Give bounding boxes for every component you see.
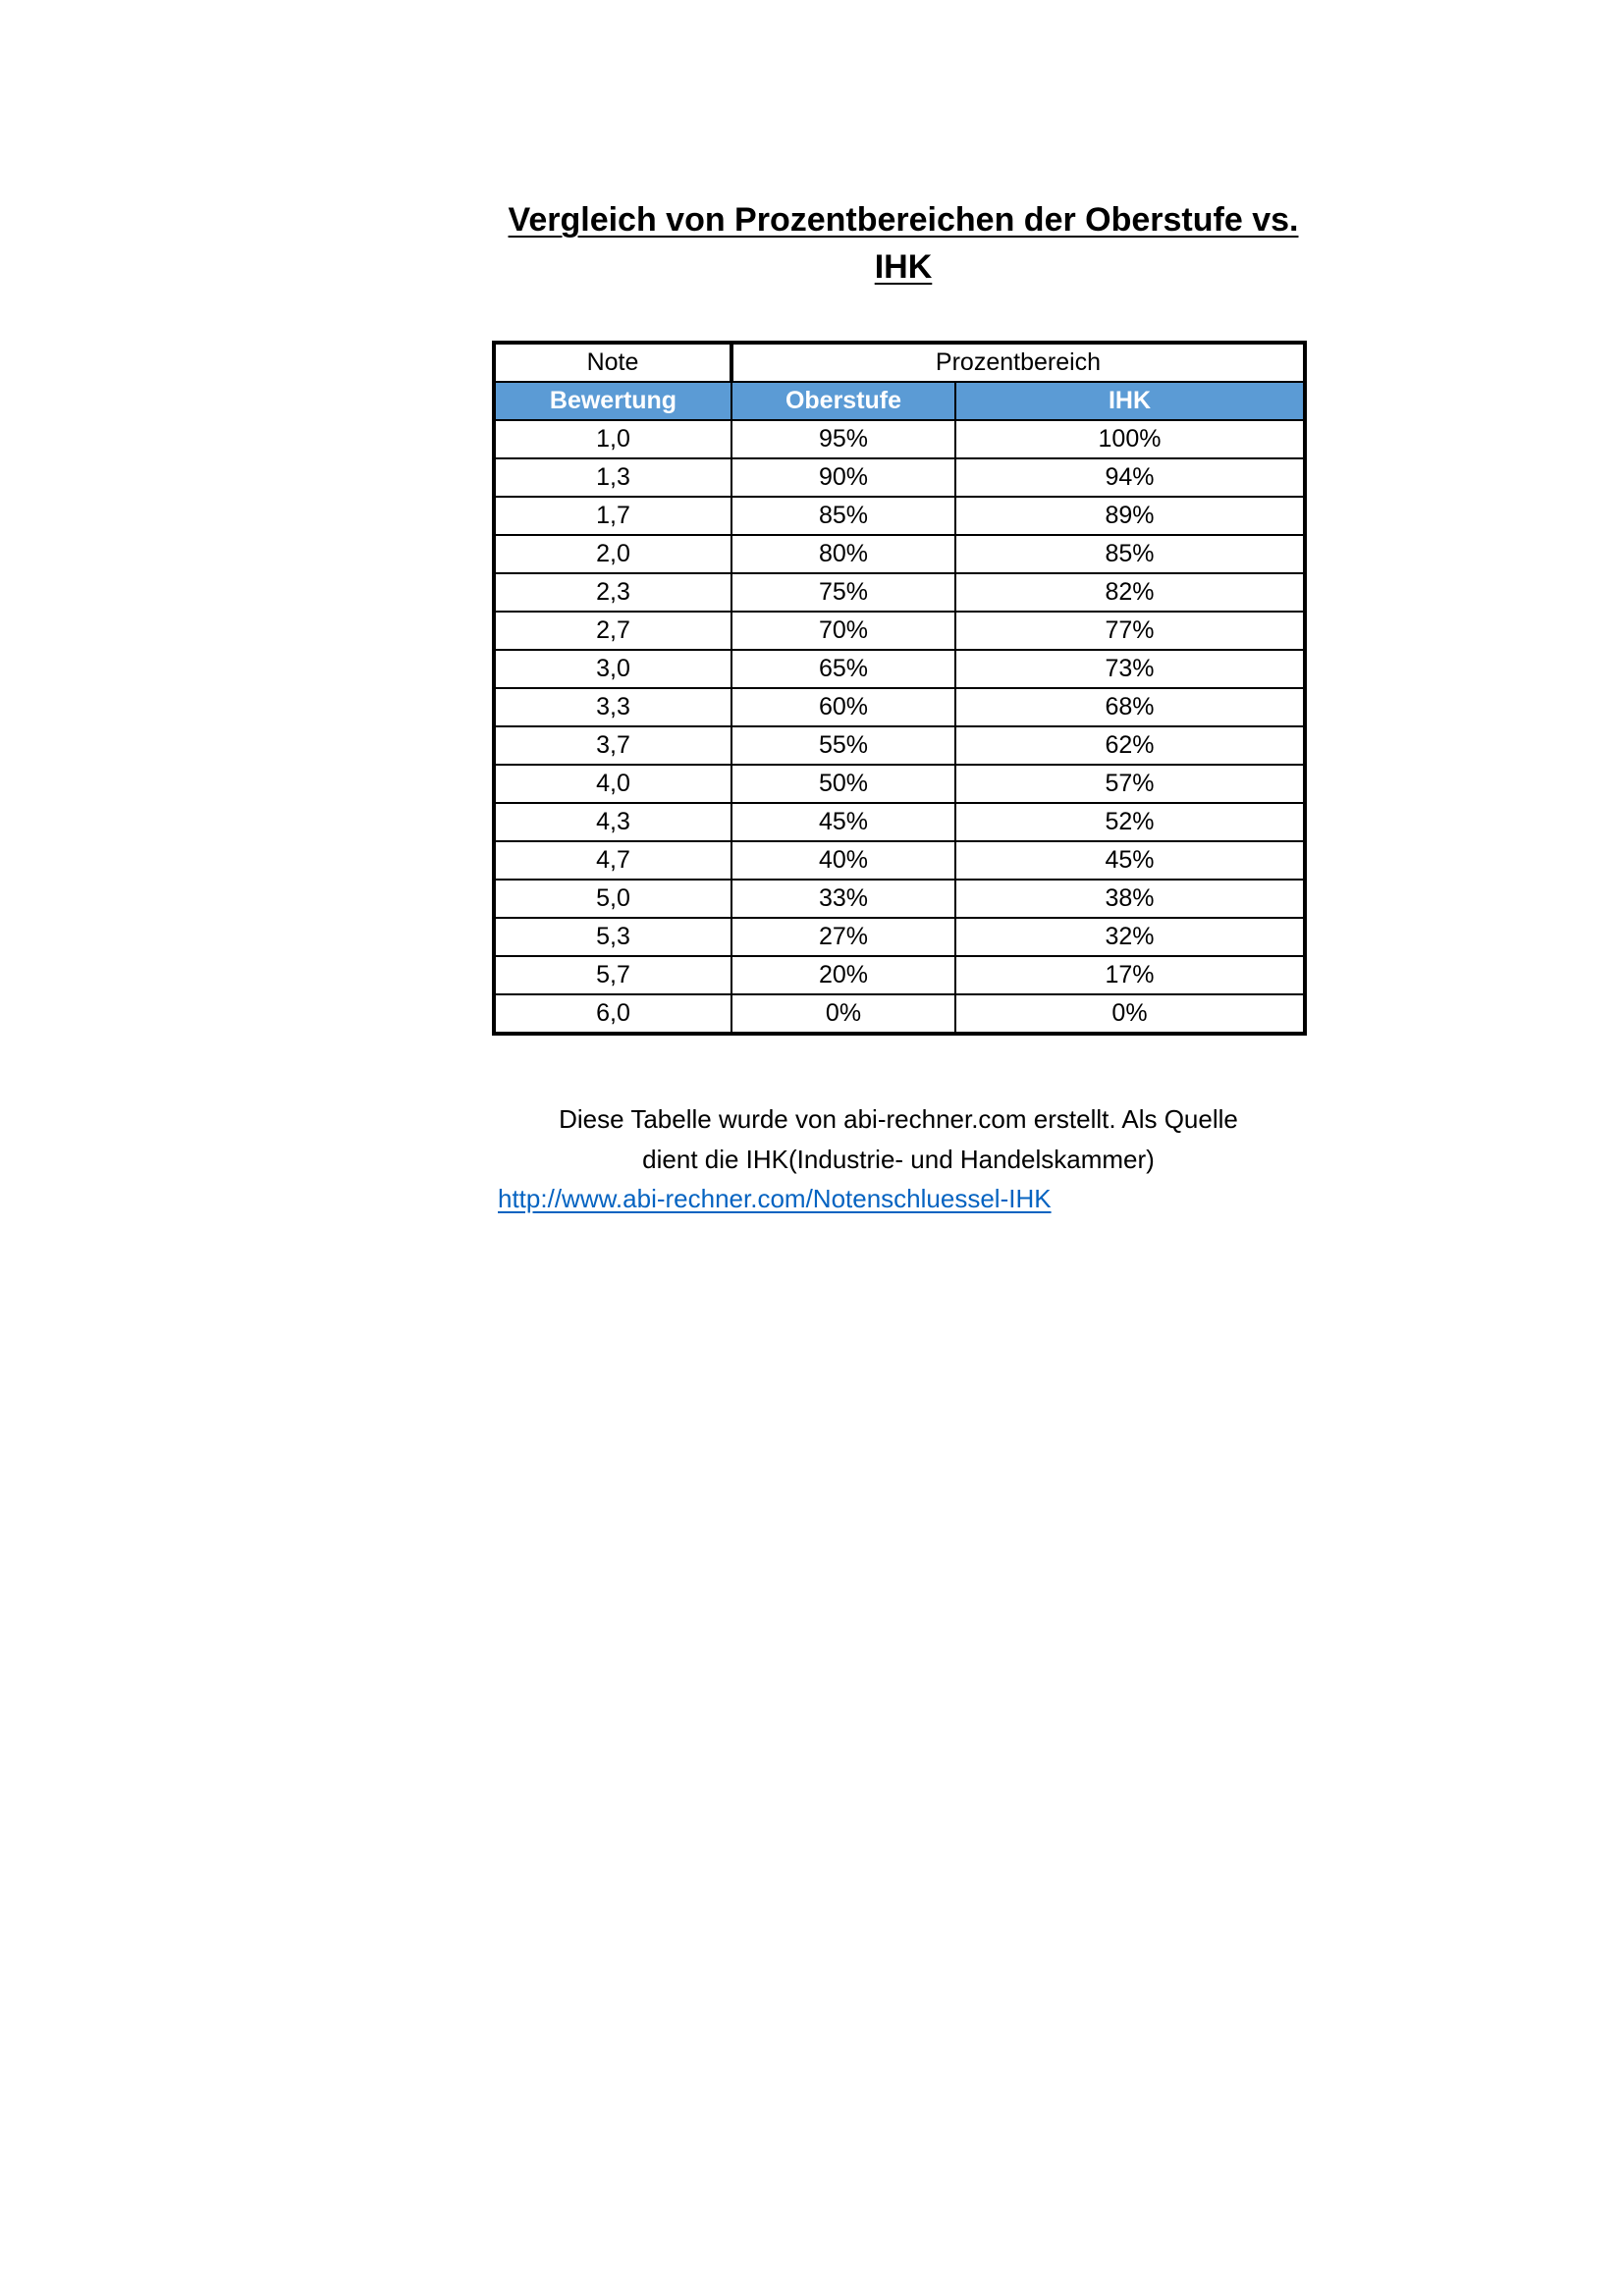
cell-oberstufe: 20%: [731, 956, 955, 994]
cell-ihk: 89%: [955, 497, 1305, 535]
table-row: [494, 803, 1305, 841]
cell-oberstufe: 33%: [731, 880, 955, 918]
page-title: [491, 196, 1316, 291]
cell-oberstufe: 45%: [731, 803, 955, 841]
table-row: [494, 458, 1305, 497]
cell-ihk: 68%: [955, 688, 1305, 726]
cell-note: 4,7: [494, 841, 731, 880]
cell-ihk: 0%: [955, 994, 1305, 1034]
cell-oberstufe: 95%: [731, 420, 955, 458]
cell-ihk: 38%: [955, 880, 1305, 918]
cell-oberstufe: 50%: [731, 765, 955, 803]
cell-note: 1,0: [494, 420, 731, 458]
cell-oberstufe: 65%: [731, 650, 955, 688]
cell-oberstufe: 0%: [731, 994, 955, 1034]
source-note-line2: dient die IHK(Industrie- und Handelskammer): [642, 1145, 1155, 1174]
cell-ihk: 45%: [955, 841, 1305, 880]
table-row: [494, 497, 1305, 535]
cell-ihk: 17%: [955, 956, 1305, 994]
cell-oberstufe: 85%: [731, 497, 955, 535]
table-row: [494, 535, 1305, 573]
cell-note: 6,0: [494, 994, 731, 1034]
cell-note: 2,7: [494, 612, 731, 650]
table-row: [494, 688, 1305, 726]
table-row: [494, 765, 1305, 803]
cell-note: 4,0: [494, 765, 731, 803]
cell-oberstufe: 75%: [731, 573, 955, 612]
source-note: [491, 1099, 1306, 1180]
source-link[interactable]: http://www.abi-rechner.com/Notenschluessel-IHK: [498, 1184, 1052, 1213]
table-row: [494, 994, 1305, 1034]
cell-note: 2,3: [494, 573, 731, 612]
table-row: [494, 918, 1305, 956]
cell-note: 5,3: [494, 918, 731, 956]
group-header-note: Note: [494, 343, 731, 382]
table-row: [494, 573, 1305, 612]
page-title-line1: Vergleich von Prozentbereichen der Oberstufe vs.: [508, 201, 1299, 239]
column-header-oberstufe: Oberstufe: [731, 382, 955, 420]
cell-note: 4,3: [494, 803, 731, 841]
table-group-header-row: [494, 343, 1305, 382]
cell-note: 5,0: [494, 880, 731, 918]
column-header-bewertung: Bewertung: [494, 382, 731, 420]
cell-note: 1,3: [494, 458, 731, 497]
cell-note: 2,0: [494, 535, 731, 573]
cell-ihk: 32%: [955, 918, 1305, 956]
cell-ihk: 73%: [955, 650, 1305, 688]
cell-ihk: 94%: [955, 458, 1305, 497]
cell-oberstufe: 90%: [731, 458, 955, 497]
cell-ihk: 82%: [955, 573, 1305, 612]
cell-oberstufe: 60%: [731, 688, 955, 726]
page-title-line2: IHK: [874, 248, 933, 286]
cell-ihk: 85%: [955, 535, 1305, 573]
cell-ihk: 62%: [955, 726, 1305, 765]
table-row: [494, 841, 1305, 880]
cell-ihk: 52%: [955, 803, 1305, 841]
cell-oberstufe: 70%: [731, 612, 955, 650]
grade-comparison-table: [492, 341, 1307, 1036]
cell-note: 3,0: [494, 650, 731, 688]
cell-note: 3,7: [494, 726, 731, 765]
source-note-line1: Diese Tabelle wurde von abi-rechner.com erstellt. Als Quelle: [559, 1104, 1238, 1134]
group-header-prozentbereich: Prozentbereich: [731, 343, 1305, 382]
table-row: [494, 612, 1305, 650]
table-row: [494, 650, 1305, 688]
table-row: [494, 880, 1305, 918]
table-column-header-row: [494, 382, 1305, 420]
table-row: [494, 726, 1305, 765]
cell-note: 5,7: [494, 956, 731, 994]
table-row: [494, 956, 1305, 994]
cell-ihk: 77%: [955, 612, 1305, 650]
cell-oberstufe: 40%: [731, 841, 955, 880]
column-header-ihk: IHK: [955, 382, 1305, 420]
cell-oberstufe: 27%: [731, 918, 955, 956]
cell-ihk: 100%: [955, 420, 1305, 458]
cell-oberstufe: 55%: [731, 726, 955, 765]
cell-oberstufe: 80%: [731, 535, 955, 573]
table-row: [494, 420, 1305, 458]
cell-ihk: 57%: [955, 765, 1305, 803]
cell-note: 3,3: [494, 688, 731, 726]
cell-note: 1,7: [494, 497, 731, 535]
